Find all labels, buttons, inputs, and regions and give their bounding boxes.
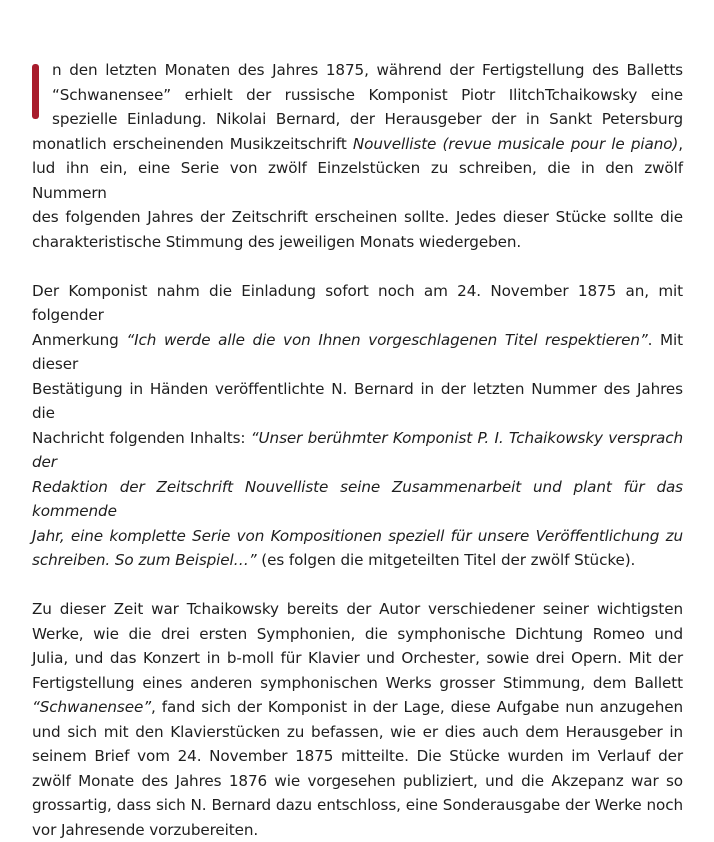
text-line: Redaktion der Zeitschrift Nouvelliste seine Zusammenarbeit und plant für das kommende xyxy=(32,475,683,524)
text-line: n den letzten Monaten des Jahres 1875, während der Fertigstellung des Balletts xyxy=(32,58,683,83)
text-line: monatlich erscheinenden Musikzeitschrift Nouvelliste (revue musicale pour le piano), xyxy=(32,132,683,157)
text-line: lud ihn ein, eine Serie von zwölf Einzelstücken zu schreiben, die in den zwölf Nummern xyxy=(32,156,683,205)
text-line: zwölf Monate des Jahres 1876 wie vorgesehen publiziert, und die Akzepanz war so xyxy=(32,769,683,794)
text-line: Bestätigung in Händen veröffentlichte N. Bernard in der letzten Nummer des Jahres die xyxy=(32,377,683,426)
drop-cap-bar xyxy=(32,64,39,119)
text-line: Julia, und das Konzert in b-moll für Klavier und Orchester, sowie drei Opern. Mit der xyxy=(32,646,683,671)
text-line: “Schwanensee”, fand sich der Komponist in der Lage, diese Aufgabe nun anzugehen xyxy=(32,695,683,720)
text-line: Anmerkung “Ich werde alle die von Ihnen vorgeschlagenen Titel respektieren”. Mit dieser xyxy=(32,328,683,377)
text-line: des folgenden Jahres der Zeitschrift erscheinen sollte. Jedes dieser Stücke sollte die xyxy=(32,205,683,230)
text-line: grossartig, dass sich N. Bernard dazu entschloss, eine Sonderausgabe der Werke noch xyxy=(32,793,683,818)
text-line: “Schwanensee” erhielt der russische Komponist Piotr IlitchTchaikowsky eine xyxy=(32,83,683,108)
text-line: Nachricht folgenden Inhalts: “Unser berühmter Komponist P. I. Tchaikowsky versprach der xyxy=(32,426,683,475)
text-line: seinem Brief vom 24. November 1875 mitteilte. Die Stücke wurden im Verlauf der xyxy=(32,744,683,769)
text-line: charakteristische Stimmung des jeweiligen Monats wiedergeben. xyxy=(32,230,683,255)
text-line: schreiben. So zum Beispiel…” (es folgen die mitgeteilten Titel der zwölf Stücke). xyxy=(32,548,683,573)
text-line: vor Jahresende vorzubereiten. xyxy=(32,818,683,842)
paragraph-2 xyxy=(32,279,683,573)
text-line: Fertigstellung eines anderen symphonischen Werks grosser Stimmung, dem Ballett xyxy=(32,671,683,696)
text-line: Werke, wie die drei ersten Symphonien, die symphonische Dichtung Romeo und xyxy=(32,622,683,647)
text-line: spezielle Einladung. Nikolai Bernard, der Herausgeber der in Sankt Petersburg xyxy=(32,107,683,132)
article-body xyxy=(32,58,683,842)
text-line: Zu dieser Zeit war Tchaikowsky bereits der Autor verschiedener seiner wichtigsten xyxy=(32,597,683,622)
paragraph-3 xyxy=(32,597,683,842)
paragraph-1 xyxy=(32,58,683,254)
text-line: und sich mit den Klavierstücken zu befassen, wie er dies auch dem Herausgeber in xyxy=(32,720,683,745)
text-line: Jahr, eine komplette Serie von Kompositionen speziell für unsere Veröffentlichung zu xyxy=(32,524,683,549)
text-line: Der Komponist nahm die Einladung sofort noch am 24. November 1875 an, mit folgender xyxy=(32,279,683,328)
